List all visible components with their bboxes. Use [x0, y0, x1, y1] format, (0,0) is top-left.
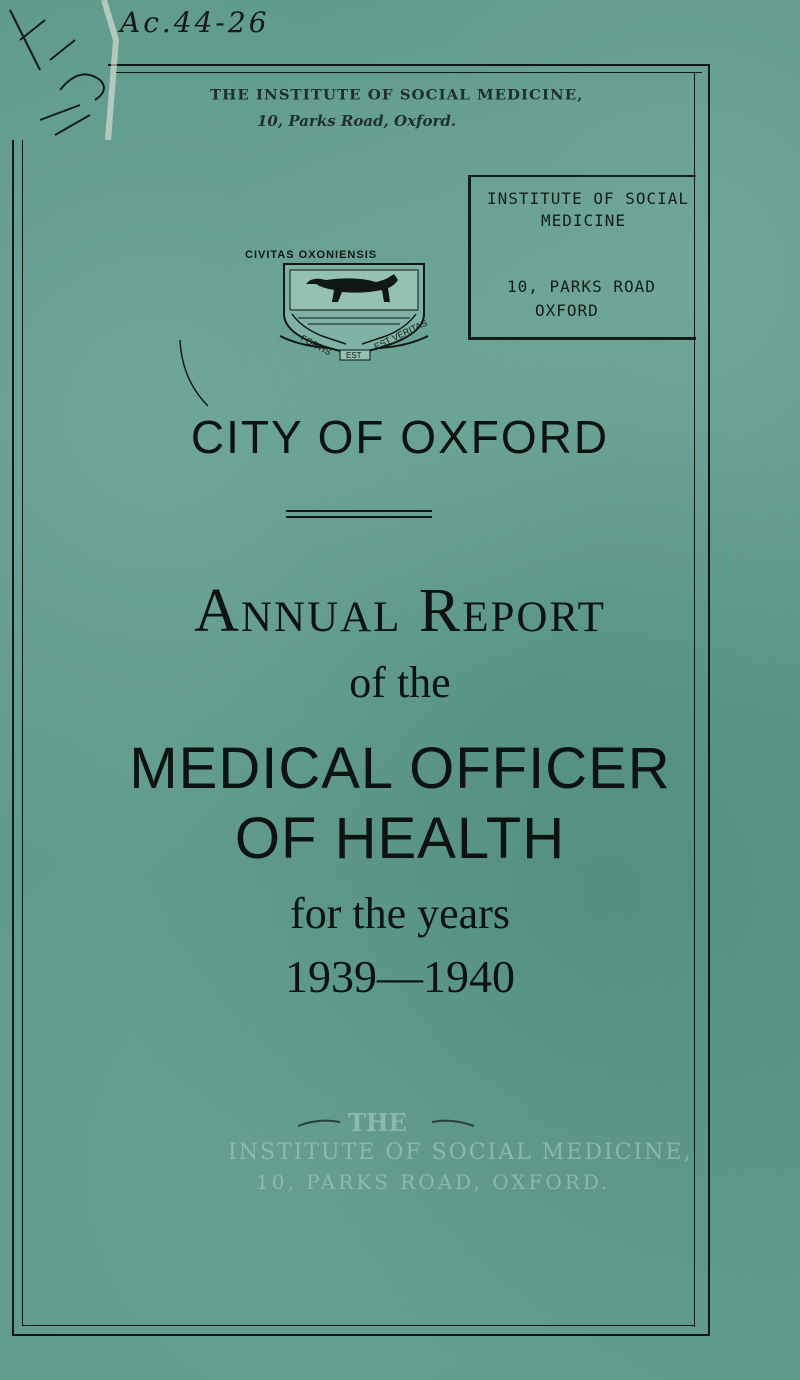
title-divider-top [286, 510, 432, 512]
frame-outer-top [108, 64, 708, 66]
institute-label-line-3: 10, PARKS ROAD [507, 277, 656, 296]
faded-stamp-line-3: 10, PARKS ROAD, OXFORD. [256, 1170, 611, 1194]
for-the-years-text: for the years [290, 889, 510, 938]
institute-label-line-2: MEDICINE [541, 211, 627, 230]
oxford-coat-of-arms-icon [278, 262, 438, 362]
frame-outer-bottom [12, 1334, 710, 1336]
faded-stamp-line-2: INSTITUTE OF SOCIAL MEDICINE, [228, 1140, 693, 1165]
pen-mark-line [178, 340, 238, 410]
frame-inner-left [22, 140, 23, 1325]
annual-report-heading: Annual Report [194, 577, 606, 645]
crest-motto-right: EST VERITAS [372, 317, 429, 352]
institute-label-line-4: OXFORD [535, 301, 599, 320]
frame-inner-bottom [22, 1325, 695, 1326]
crest-motto-center: EST [346, 351, 362, 360]
frame-inner-top [116, 72, 702, 73]
crest-motto-left: FORTIS [299, 332, 333, 358]
faded-stamp-line-1: THE [348, 1108, 407, 1137]
medical-officer-heading: MEDICAL OFFICER [129, 736, 671, 801]
title-divider-bottom [286, 516, 432, 518]
of-the-text: of the [349, 658, 451, 707]
institute-label-line-1: INSTITUTE OF SOCIAL [487, 189, 690, 208]
handwritten-accession-number: Ac.44-26 [120, 6, 270, 39]
years-range: 1939—1940 [285, 951, 515, 1002]
of-health-heading: OF HEALTH [234, 806, 566, 871]
crest-caption: CIVITAS OXONIENSIS [245, 249, 378, 261]
corner-scribble-graphic [0, 0, 140, 160]
library-stamp-name: THE INSTITUTE OF SOCIAL MEDICINE, [210, 86, 584, 104]
library-stamp-address: 10, Parks Road, Oxford. [257, 112, 457, 130]
city-title: CITY OF OXFORD [190, 411, 610, 463]
institute-address-label [468, 175, 696, 340]
